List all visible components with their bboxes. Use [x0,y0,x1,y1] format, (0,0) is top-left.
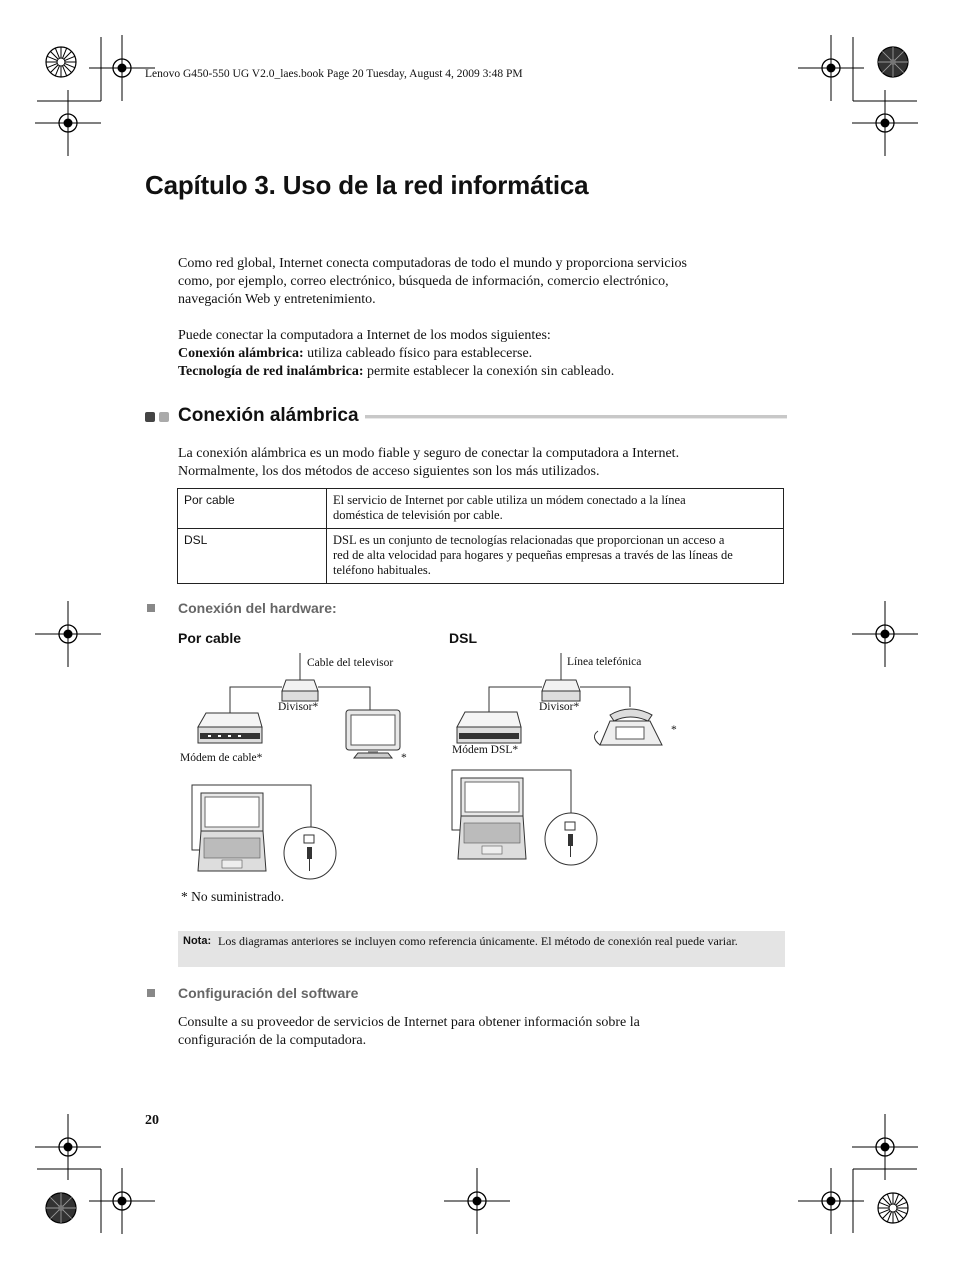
table-cell-name: DSL [178,529,327,584]
footnote: * No suministrado. [181,889,285,904]
phone-line-label: Línea telefónica [567,656,642,668]
section-heading [145,405,787,431]
splitter-label: Divisor* [539,701,580,713]
section-line: La conexión alámbrica es un modo fiable y seguro de conectar la computadora a Internet. [178,446,680,461]
software-paragraph [178,1014,640,1050]
port-zoom-icon [545,813,597,865]
table-cell-desc [327,529,784,584]
software-line: Consulte a su proveedor de servicios de Internet para obtener información sobre la [178,1015,640,1030]
desc-line: red de alta velocidad para hogares y pequeñas empresas a través de las líneas de [333,548,733,562]
note-label: Nota: [183,935,212,947]
connection-modes [178,327,614,381]
section-title: Conexión alámbrica [178,405,363,427]
access-methods-table [177,488,784,584]
section-marker-icon [159,412,169,422]
not-included-mark: * [671,724,677,736]
laptop-icon [458,778,526,859]
wired-mode [178,345,614,363]
wireless-mode [178,363,614,381]
bullet-icon [147,989,155,997]
port-zoom-icon [284,827,336,879]
print-header: Lenovo G450-550 UG V2.0_laes.book Page 20 Tuesday, August 4, 2009 3:48 PM [145,68,523,80]
splitter-icon [542,680,580,701]
table-row [178,489,784,529]
modes-intro: Puede conectar la computadora a Internet de los modos siguientes: [178,328,551,343]
table-row [178,529,784,584]
table-cell-desc [327,489,784,529]
table-cell-name: Por cable [178,489,327,529]
chapter-title: Capítulo 3. Uso de la red informática [145,170,589,200]
intro-line: como, por ejemplo, correo electrónico, búsqueda de información, comercio electrónico, [178,274,669,289]
software-line: configuración de la computadora. [178,1033,367,1048]
wired-label: Conexión alámbrica: [178,346,304,361]
dsl-modem-icon [457,712,521,743]
tv-cable-label: Cable del televisor [307,657,394,669]
desc-line: DSL es un conjunto de tecnologías relacionadas que proporcionan un acceso a [333,533,725,547]
desc-line: El servicio de Internet por cable utiliza un módem conectado a la línea [333,493,686,507]
section-marker-icon [145,412,155,422]
section-paragraph [178,445,679,481]
telephone-icon [594,709,662,745]
wired-text: utiliza cableado físico para establecerse. [303,346,533,361]
note-text: Los diagramas anteriores se incluyen como referencia únicamente. El método de conexión real puede variar. [218,934,738,948]
desc-line: doméstica de televisión por cable. [333,508,503,522]
dsl-connection-diagram [440,645,690,875]
section-line: Normalmente, los dos métodos de acceso siguientes son los más utilizados. [178,464,600,479]
cable-diagram-label: Por cable [178,630,242,646]
intro-line: navegación Web y entretenimiento. [178,292,376,307]
intro-line: Como red global, Internet conecta computadoras de todo el mundo y proporciona servicios [178,256,687,271]
bullet-icon [147,604,155,612]
splitter-icon [282,680,318,701]
wireless-label: Tecnología de red inalámbrica: [178,364,364,379]
software-subhead: Configuración del software [178,985,359,1001]
dsl-diagram-label: DSL [449,630,477,646]
cable-modem-icon [198,713,262,743]
wireless-text: permite establecer la conexión sin cableado. [363,364,615,379]
dsl-modem-label: Módem DSL* [452,744,519,756]
desc-line: teléfono habituales. [333,563,431,577]
intro-paragraph [178,255,687,309]
laptop-icon [198,793,266,871]
tv-monitor-icon [346,710,400,758]
hardware-subhead: Conexión del hardware: [178,600,337,616]
not-included-mark: * [401,752,407,764]
note-box [178,931,785,967]
page-number: 20 [145,1113,159,1128]
section-rule [365,415,787,419]
cable-connection-diagram [170,645,420,885]
splitter-label: Divisor* [278,701,319,713]
cable-modem-label: Módem de cable* [180,752,263,764]
